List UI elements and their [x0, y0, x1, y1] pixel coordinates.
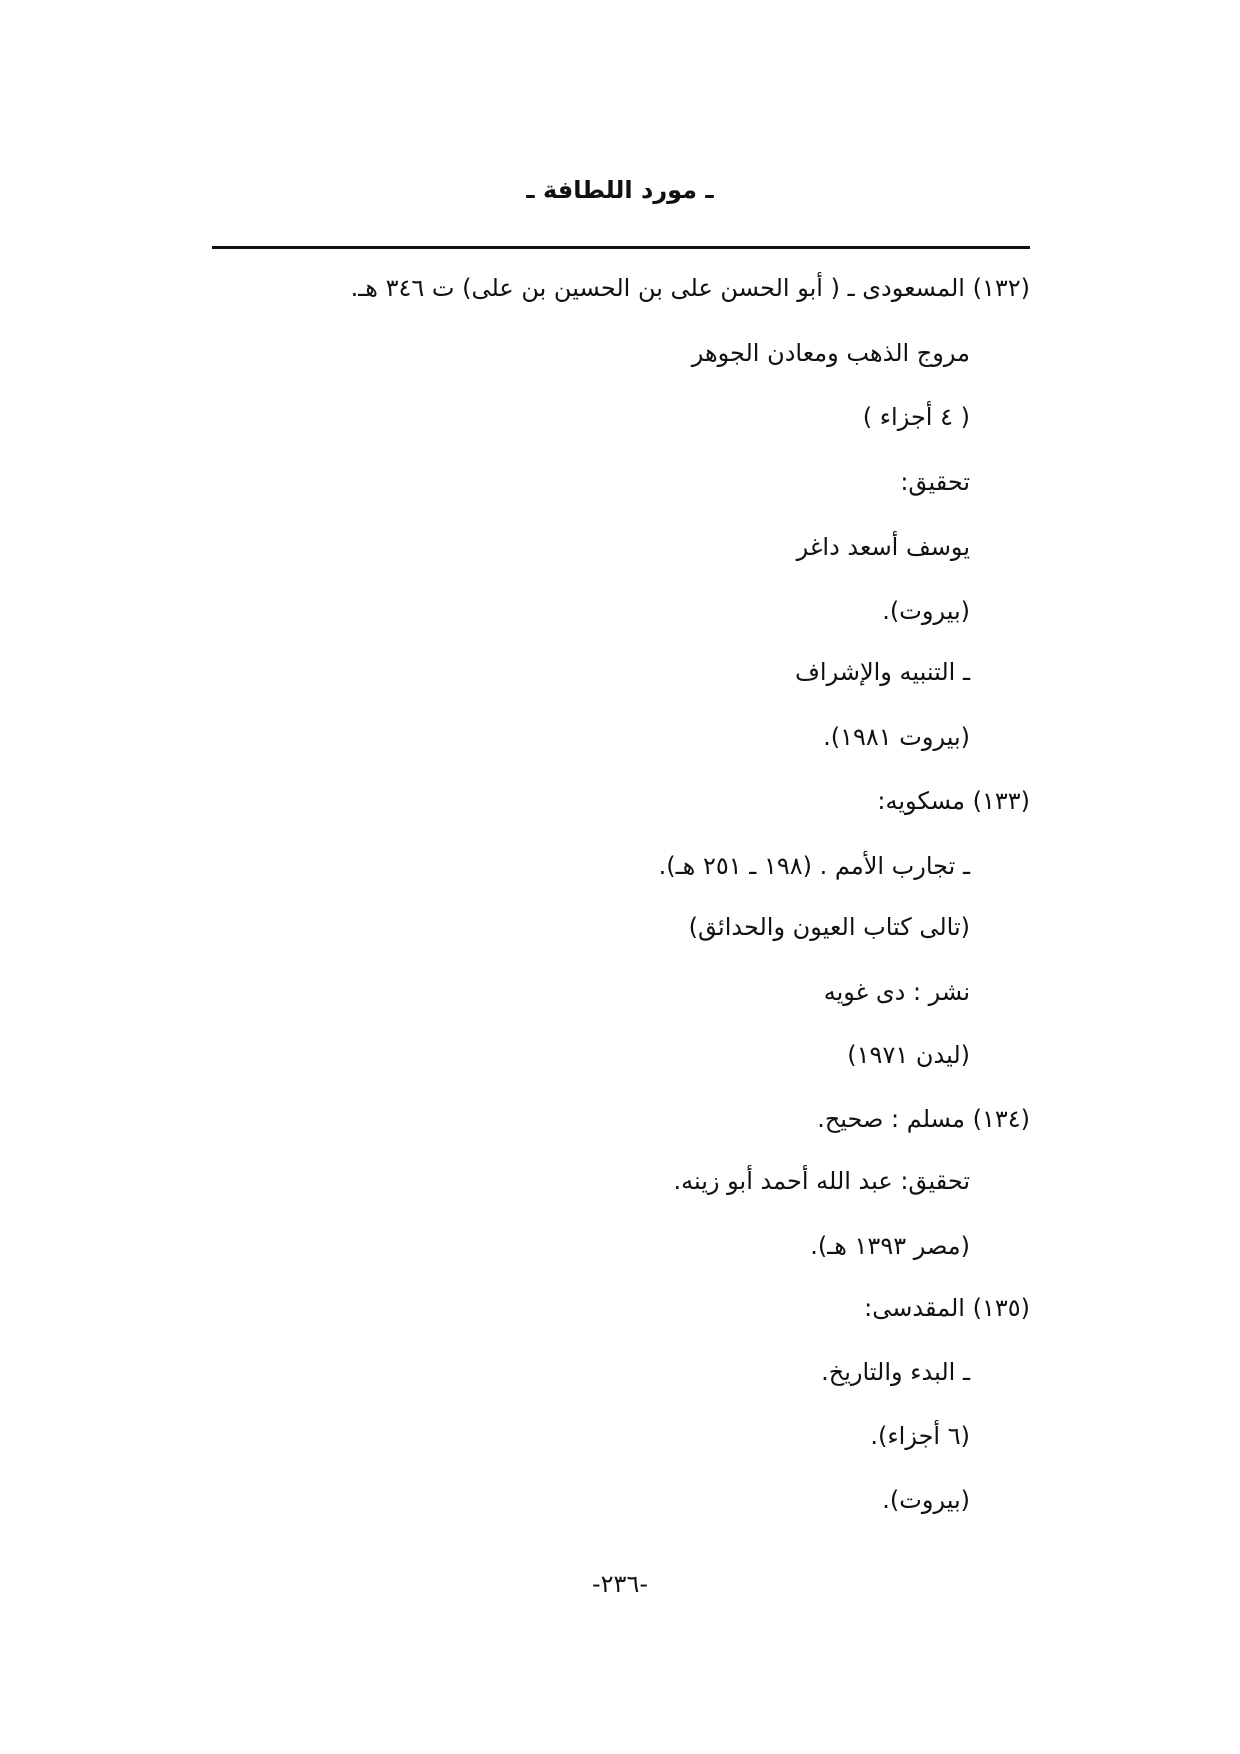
page-number: -٢٣٦- [591, 1570, 648, 1598]
entry-132-place-2: (بيروت ١٩٨١). [823, 723, 970, 751]
entry-134-place: (مصر ١٣٩٣ هـ). [810, 1232, 970, 1260]
header-rule [212, 246, 1030, 249]
entry-133-heading: (١٣٣) مسكويه: [877, 787, 1030, 815]
entry-132-place-1: (بيروت). [882, 597, 970, 625]
running-header: ـ مورد اللطافة ـ [526, 176, 714, 204]
entry-135-title: ـ البدء والتاريخ. [821, 1358, 970, 1386]
entry-133-note: (تالى كتاب العيون والحدائق) [688, 913, 970, 941]
entry-134-editor: تحقيق: عبد الله أحمد أبو زينه. [673, 1167, 970, 1195]
entry-133-title: ـ تجارب الأمم . (١٩٨ ـ ٢٥١ هـ). [658, 852, 970, 880]
entry-134-heading: (١٣٤) مسلم : صحيح. [817, 1105, 1030, 1133]
entry-132-heading: (١٣٢) المسعودى ـ ( أبو الحسن على بن الحسين بن على) ت ٣٤٦ هـ. [350, 274, 1030, 302]
entry-133-place: (ليدن ١٩٧١) [847, 1041, 970, 1069]
entry-132-title-1: مروج الذهب ومعادن الجوهر [691, 339, 970, 367]
entry-132-editor-name: يوسف أسعد داغر [796, 533, 970, 561]
entry-135-volumes: (٦ أجزاء). [870, 1422, 970, 1450]
entry-135-heading: (١٣٥) المقدسى: [864, 1294, 1030, 1322]
entry-132-title-2: ـ التنبيه والإشراف [795, 658, 970, 686]
entry-135-place: (بيروت). [882, 1486, 970, 1514]
entry-132-editor-label: تحقيق: [900, 468, 970, 496]
entry-132-volumes: ( ٤ أجزاء ) [862, 403, 970, 431]
entry-133-publisher: نشر : دى غويه [823, 978, 970, 1006]
